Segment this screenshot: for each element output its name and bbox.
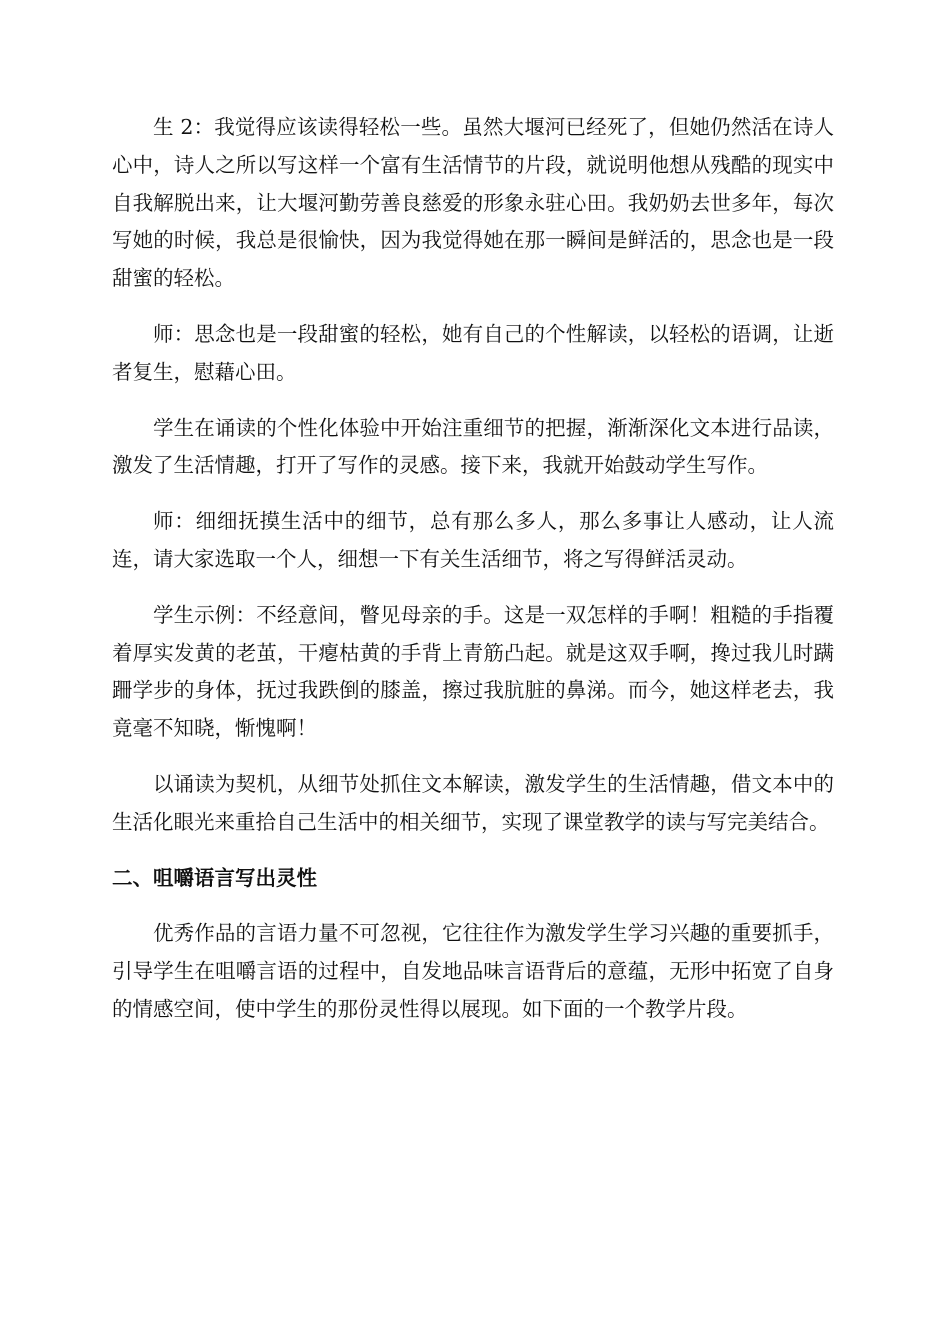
paragraph-section-intro: 优秀作品的言语力量不可忽视，它往往作为激发学生学习兴趣的重要抓手，引导学生在咀嚼言语的过程中，自发地品味言语背后的意蕴，无形中拓宽了自身的情感空间，使中学生的那份灵性得以展现。如下面的一个教学片段。 (112, 921, 834, 1021)
paragraph-summary: 以诵读为契机，从细节处抓住文本解读，激发学生的生活情趣，借文本中的生活化眼光来重拾自己生活中的相关细节，实现了课堂教学的读与写完美结合。 (112, 771, 834, 834)
document-body (112, 109, 834, 1047)
paragraph-student-2-response: 生 2：我觉得应该读得轻松一些。虽然大堰河已经死了，但她仍然活在诗人心中，诗人之所以写这样一个富有生活情节的片段，就说明他想从残酷的现实中自我解脱出来，让大堰河勤劳善良慈爱的形象永驻心田。我奶奶去世多年，每次写她的时候，我总是很愉快，因为我觉得她在那一瞬间是鲜活的，思念也是一段甜蜜的轻松。 (112, 115, 834, 291)
section-heading: 二、咀嚼语言写出灵性 (112, 865, 317, 890)
paragraph-student-example: 学生示例：不经意间，瞥见母亲的手。这是一双怎样的手啊！粗糙的手指覆着厚实发黄的老茧，干瘪枯黄的手背上青筋凸起。就是这双手啊，搀过我儿时蹒跚学步的身体，抚过我跌倒的膝盖，擦过我肮脏的鼻涕。而今，她这样老去，我竟毫不知晓，惭愧啊！ (112, 602, 834, 741)
paragraph-teacher-comment: 师：思念也是一段甜蜜的轻松，她有自己的个性解读，以轻松的语调，让逝者复生，慰藉心田。 (112, 321, 834, 384)
paragraph-reading-experience: 学生在诵读的个性化体验中开始注重细节的把握，渐渐深化文本进行品读，激发了生活情趣，打开了写作的灵感。接下来，我就开始鼓动学生写作。 (112, 415, 834, 478)
paragraph-teacher-writing-prompt: 师：细细抚摸生活中的细节，总有那么多人，那么多事让人感动，让人流连，请大家选取一个人，细想一下有关生活细节，将之写得鲜活灵动。 (112, 509, 834, 571)
